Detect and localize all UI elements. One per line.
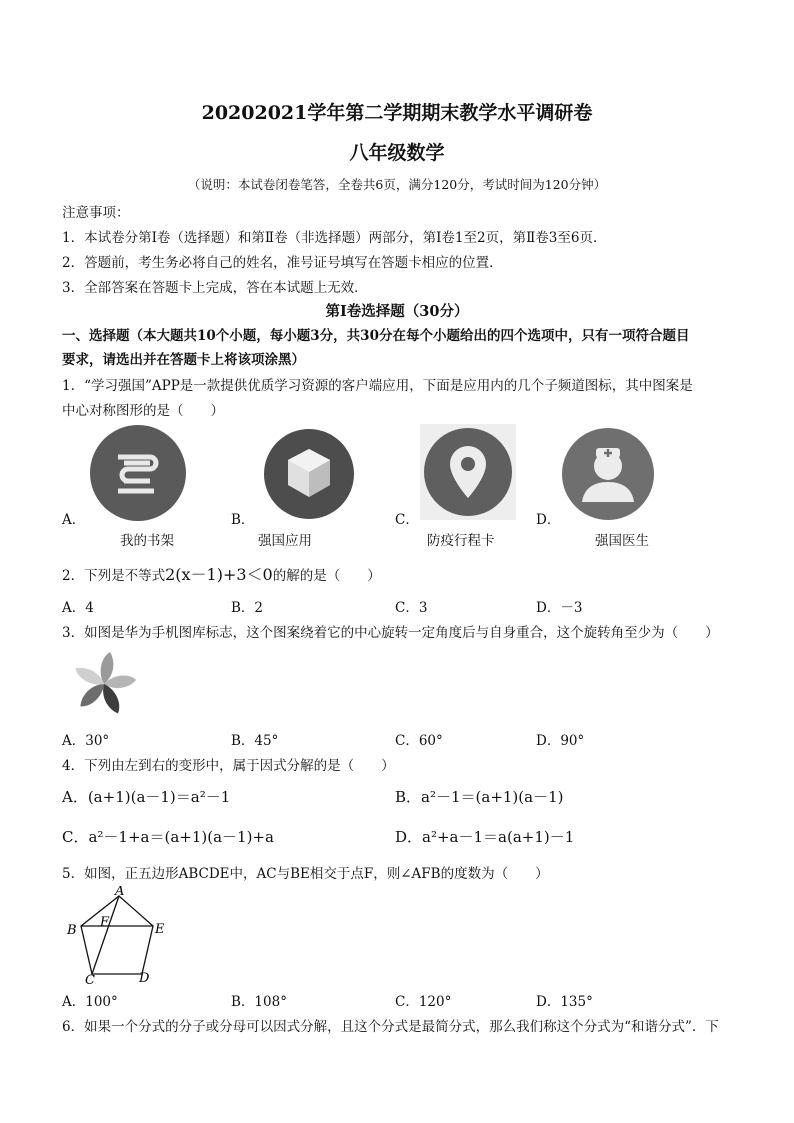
q4-stem: 4．下列由左到右的变形中，属于因式分解的是（ ） [62,758,395,774]
q1-stem-1: 1．“学习强国”APP是一款提供优质学习资源的客户端应用，下面是应用内的几个子频道图标，其中图案是 [62,378,693,394]
q2-option-d: D．－3 [536,600,583,616]
vertex-label-d: D [139,971,150,986]
vertex-label-b: B [67,923,77,938]
q2-option-a: A．4 [62,600,94,616]
q3-stem: 3．如图是华为手机图库标志，这个图案绕着它的中心旋转一定角度后与自身重合，这个旋转角至少为（ ） [62,625,719,641]
q4-option-a: A．(a+1)(a－1)＝a²－1 [62,788,231,806]
notice-item-1: 1．本试卷分第Ⅰ卷（选择题）和第Ⅱ卷（非选择题）两部分，第Ⅰ卷1至2页，第Ⅱ卷3至6页． [62,230,607,246]
q1-caption-b: 强国应用 [258,533,312,549]
section-instruction-1: 一、选择题（本大题共10个小题，每小题3分，共30分在每个小题给出的四个选项中，只有一项符合题目 [62,328,690,344]
q3-option-d: D．90° [536,733,585,749]
vertex-label-e: E [155,922,165,937]
exam-subject: 八年级数学 [349,142,445,164]
section-title: 第Ⅰ卷选择题（30分） [325,303,469,320]
notice-item-3: 3．全部答案在答题卡上完成，答在本试题上无效． [62,280,368,296]
q3-option-b: B．45° [231,733,279,749]
q1-option-a-letter: A． [62,512,86,528]
notice-heading: 注意事项： [62,205,130,221]
notice-item-2: 2．答题前，考生务必将自己的姓名，准号证号填写在答题卡相应的位置． [62,255,503,271]
point-label-f: F [100,915,110,930]
vertex-label-a: A [115,886,125,899]
location-pin-icon [420,424,516,520]
gallery-flower-icon [70,648,138,720]
vertex-label-c: C [85,973,95,986]
q1-option-c-letter: C． [395,512,419,528]
q2-option-c: C．3 [395,600,428,616]
q5-option-d: D．135° [536,994,593,1010]
section-instruction-2: 要求，请选出并在答题卡上将该项涂黑） [62,352,305,368]
exam-note: （说明：本试卷闭卷笔答，全卷共6页，满分120分，考试时间为120分钟） [187,177,607,192]
q1-caption-c: 防疫行程卡 [427,533,495,549]
q5-option-b: B．108° [231,994,287,1010]
doctor-icon [560,426,656,522]
q2-stem: 2．下列是不等式2(x－1)+3＜0的解的是（ ） [62,565,381,584]
q3-option-c: C．60° [395,733,443,749]
app-cube-icon [262,427,356,521]
q5-stem: 5．如图，正五边形ABCDE中，AC与BE相交于点F，则∠AFB的度数为（ ） [62,866,549,882]
q1-option-b-letter: B． [231,512,255,528]
pentagon-diagram [64,886,174,986]
q1-caption-d: 强国医生 [595,533,649,549]
q5-option-c: C．120° [395,994,452,1010]
q4-option-b: B．a²－1＝(a+1)(a－1) [395,788,564,806]
q5-option-a: A．100° [62,994,118,1010]
q1-option-d-letter: D． [536,512,561,528]
q4-option-d: D．a²+a－1＝a(a+1)－1 [395,828,575,846]
q1-caption-a: 我的书架 [120,533,174,549]
q1-stem-2: 中心对称图形的是（ ） [62,403,224,419]
q3-option-a: A．30° [62,733,110,749]
q2-expression: 2(x－1)+3＜0 [165,565,273,584]
q4-option-c: C．a²－1+a＝(a+1)(a－1)+a [62,828,274,846]
exam-title: 20202021学年第二学期期末教学水平调研卷 [201,102,593,124]
q2-option-b: B．2 [231,600,264,616]
q6-stem-1: 6．如果一个分式的分子或分母可以因式分解，且这个分式是最简分式，那么我们称这个分式为“和谐分式”．下 [62,1019,719,1035]
bookshelf-icon [88,423,188,523]
